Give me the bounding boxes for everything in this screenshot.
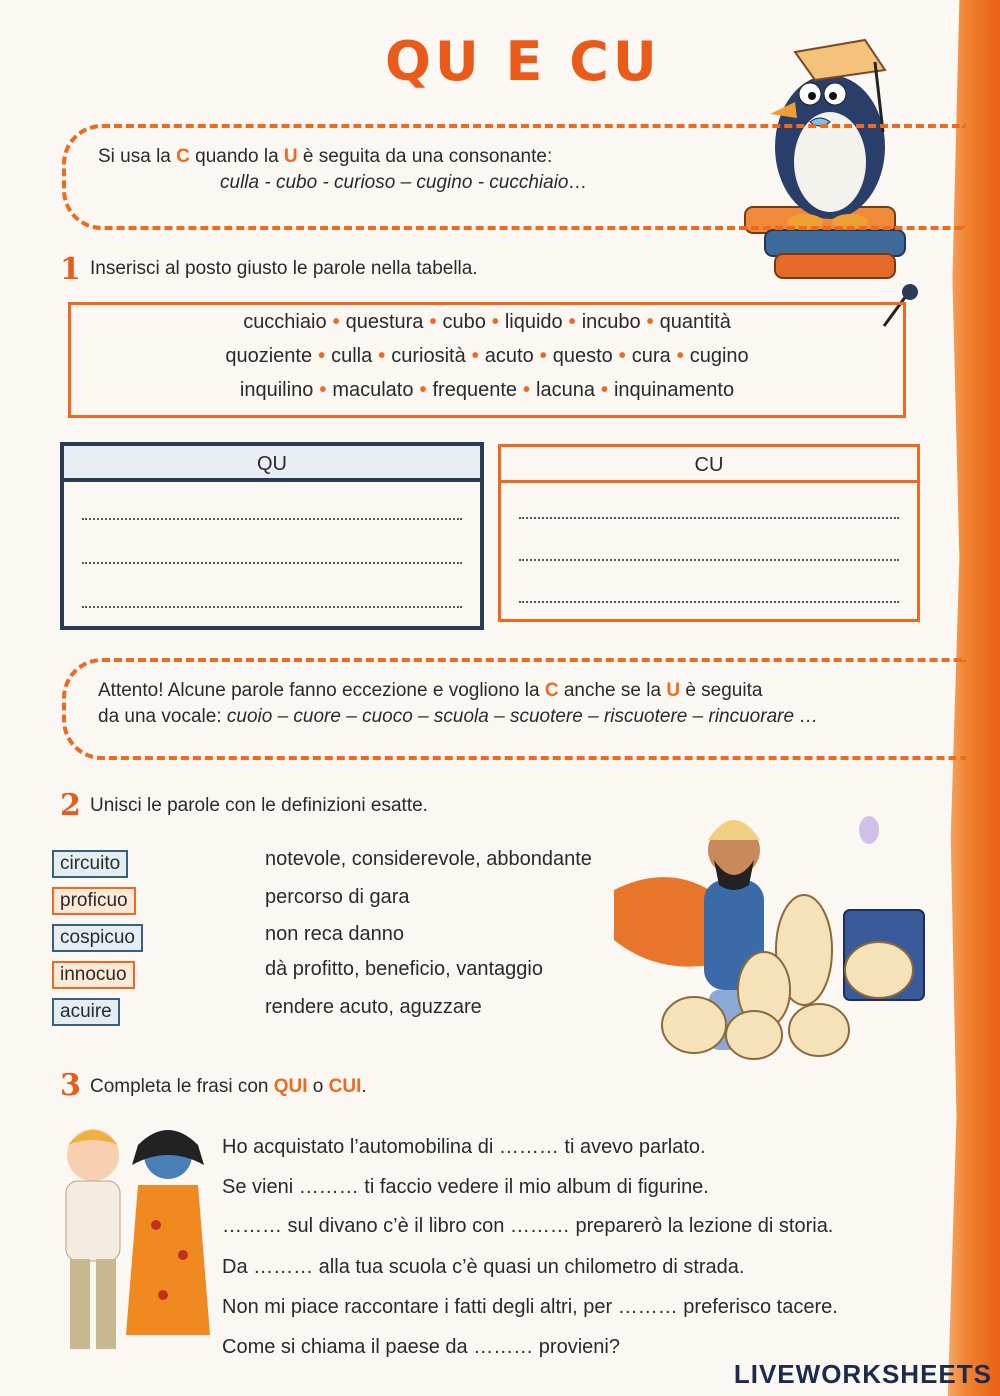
word-cugino: cugino [689, 345, 749, 367]
word-maculato: maculato [332, 379, 414, 401]
rule1-text-a: Si usa la [98, 146, 177, 167]
answer-line-qu-1[interactable] [82, 518, 462, 520]
sentence-3[interactable]: ……… sul divano c’è il libro con ……… preparerò la lezione di storia. [222, 1215, 834, 1237]
definition-5[interactable]: rendere acuto, aguzzare [265, 996, 482, 1018]
bullet-icon: • [523, 379, 531, 401]
rule1-text-c: è seguita da una consonante: [297, 146, 553, 167]
bullet-icon: • [332, 311, 340, 333]
exercise3-title-period: . [361, 1076, 367, 1097]
answer-line-qu-2[interactable] [82, 562, 462, 564]
word-cubo: cubo [442, 311, 486, 333]
bullet-icon: • [319, 379, 327, 401]
keyword-qui: QUI [273, 1076, 308, 1097]
rule2-letter-c: C [544, 680, 559, 701]
rule1-text-b: quando la [189, 146, 284, 167]
rule2-text-a: Attento! Alcune parole fanno eccezione e vogliono la [98, 680, 545, 701]
word-frequente: frequente [432, 379, 518, 401]
rule1-line1 [98, 146, 552, 168]
rule1-letter-c: C [176, 146, 190, 167]
answer-line-cu-3[interactable] [519, 601, 899, 603]
definition-2[interactable]: percorso di gara [265, 886, 410, 908]
sentence-2[interactable]: Se vieni ……… ti faccio vedere il mio album di figurine. [222, 1176, 709, 1198]
bullet-icon: • [318, 345, 326, 367]
word-quantita: quantità [659, 311, 731, 333]
sentence-6[interactable]: Come si chiama il paese da ……… provieni? [222, 1336, 620, 1358]
rule2-text-b: anche se la [558, 680, 667, 701]
rule2-letter-u: U [666, 680, 681, 701]
exercise1-title: Inserisci al posto giusto le parole nella tabella. [90, 258, 478, 279]
answer-line-qu-3[interactable] [82, 606, 462, 608]
answer-line-cu-1[interactable] [519, 517, 899, 519]
merchant-treasure-illustration [604, 800, 934, 1062]
bullet-icon: • [539, 345, 547, 367]
table-qu-header: QU [64, 446, 480, 482]
bullet-icon: • [600, 379, 608, 401]
word-lacuna: lacuna [536, 379, 595, 401]
watermark-liveworksheets: LIVEWORKSHEETS [733, 1359, 992, 1389]
word-acuto: acuto [484, 345, 534, 367]
match-word-cospicuo[interactable]: cospicuo [52, 924, 143, 952]
bullet-icon: • [676, 345, 684, 367]
definition-1[interactable]: notevole, considerevole, abbondante [265, 848, 592, 870]
definition-3[interactable]: non reca danno [265, 923, 405, 945]
word-liquido: liquido [504, 311, 563, 333]
rule2-line2-text: da una vocale: [98, 706, 227, 727]
bullet-icon: • [491, 311, 499, 333]
table-cu-header: CU [501, 447, 917, 483]
word-cura: cura [631, 345, 671, 367]
exercise2-title: Unisci le parole con le definizioni esatte. [90, 795, 428, 816]
word-culla: culla [331, 345, 373, 367]
answer-line-cu-2[interactable] [519, 559, 899, 561]
bullet-icon: • [471, 345, 479, 367]
word-questo: questo [552, 345, 613, 367]
rule2-line1 [98, 680, 762, 702]
exercise3-number: 3 [60, 1068, 81, 1103]
word-inquilino: inquilino [239, 379, 314, 401]
bullet-icon: • [419, 379, 427, 401]
bullet-icon: • [646, 311, 654, 333]
match-word-proficuo[interactable]: proficuo [52, 887, 136, 915]
bullet-icon: • [378, 345, 386, 367]
page-title: QU E CU [385, 30, 661, 93]
match-word-acuire[interactable]: acuire [52, 998, 120, 1026]
rule2-text-c: è seguita [680, 680, 763, 701]
word-bank-line2 [71, 345, 903, 368]
word-bank-box [68, 302, 906, 418]
rule2-examples: cuoio – cuore – cuoco – scuola – scuotere – riscuotere – rincuorare … [226, 706, 819, 727]
word-quoziente: quoziente [225, 345, 313, 367]
match-word-circuito[interactable]: circuito [52, 850, 128, 878]
table-cu [498, 444, 920, 622]
bullet-icon: • [429, 311, 437, 333]
rule1-letter-u: U [283, 146, 298, 167]
exercise3-title-text: Completa le frasi con [90, 1076, 274, 1097]
match-word-innocuo[interactable]: innocuo [52, 961, 135, 989]
word-bank-line3 [71, 379, 903, 402]
word-cucchiaio: cucchiaio [243, 311, 327, 333]
word-questura: questura [345, 311, 424, 333]
sentence-5[interactable]: Non mi piace raccontare i fatti degli altri, per ……… preferisco tacere. [222, 1296, 838, 1318]
word-incubo: incubo [581, 311, 641, 333]
sentence-1[interactable]: Ho acquistato l’automobilina di ……… ti avevo parlato. [222, 1136, 706, 1158]
definition-4[interactable]: dà profitto, beneficio, vantaggio [265, 958, 543, 980]
exercise2-number: 2 [60, 788, 81, 823]
word-inquinamento: inquinamento [613, 379, 735, 401]
word-curiosita: curiosità [391, 345, 466, 367]
word-bank-line1 [71, 311, 903, 334]
sentence-4[interactable]: Da ……… alla tua scuola c’è quasi un chilometro di strada. [222, 1256, 745, 1278]
bullet-icon: • [568, 311, 576, 333]
exercise3-title [90, 1076, 367, 1098]
keyword-cui: CUI [328, 1076, 362, 1097]
exercise1-number: 1 [60, 252, 81, 287]
table-qu [60, 442, 484, 630]
children-illustration [38, 1115, 218, 1375]
rule2-line2 [98, 706, 818, 728]
exercise3-title-or: o [307, 1076, 329, 1097]
rule1-examples: culla - cubo - curioso – cugino - cucchiaio… [220, 172, 588, 193]
bullet-icon: • [618, 345, 626, 367]
